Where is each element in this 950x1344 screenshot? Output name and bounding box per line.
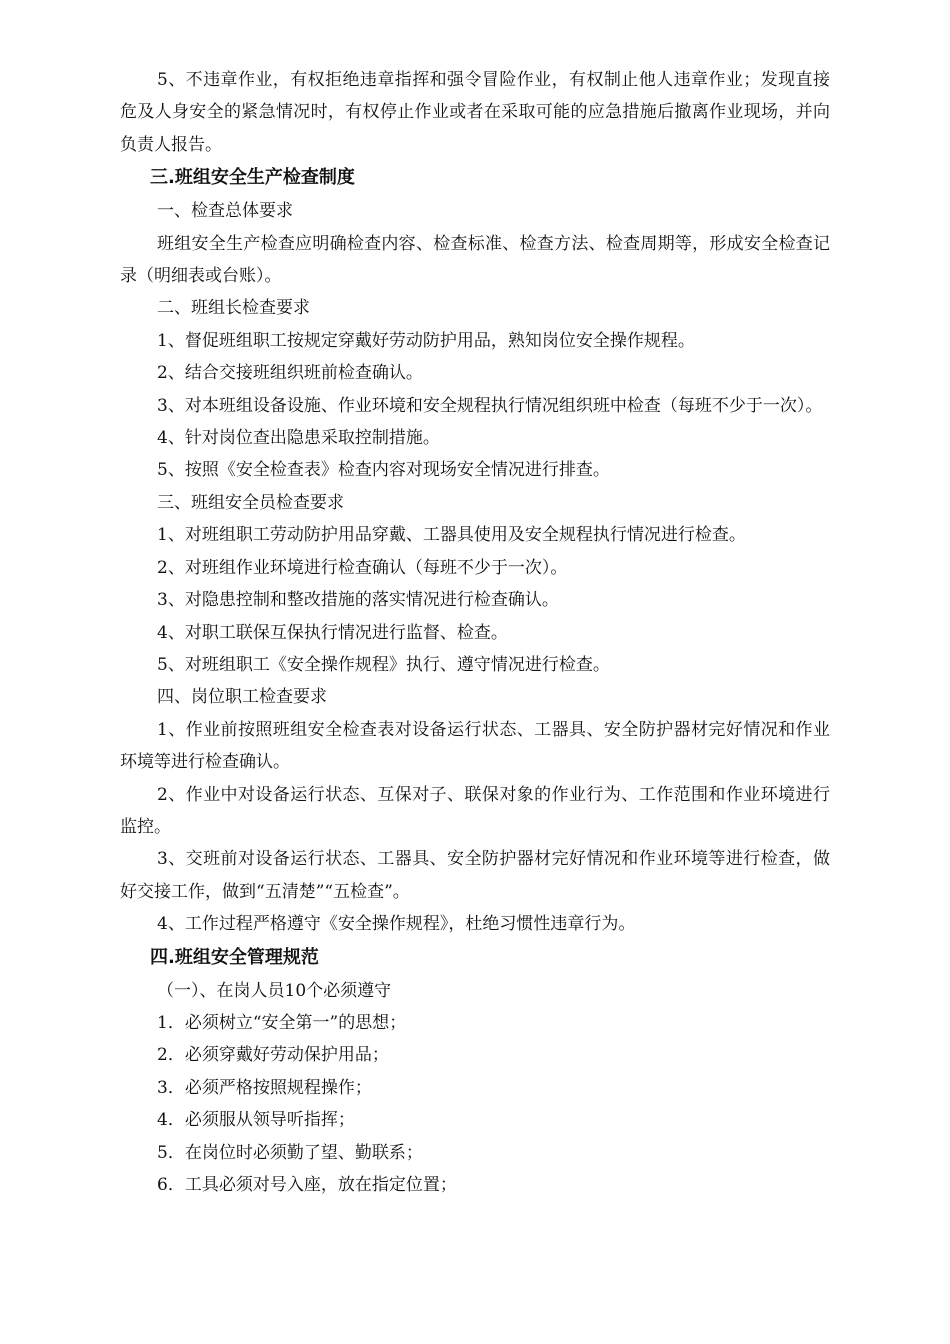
team-leader-item-4: 4、针对岗位查出隐患采取控制措施。 bbox=[157, 428, 440, 449]
subheading-post-staff: 四、岗位职工检查要求 bbox=[157, 687, 327, 708]
rule-item-5: 5．在岗位时必须勤了望、勤联系； bbox=[157, 1142, 423, 1163]
rule-item-2: 2．必须穿戴好劳动保护用品； bbox=[157, 1045, 389, 1066]
team-leader-item-3: 3、对本班组设备设施、作业环境和安全规程执行情况组织班中检查（每班不少于一次）。 bbox=[157, 395, 823, 416]
subheading-team-leader: 二、班组长检查要求 bbox=[157, 298, 310, 319]
team-leader-item-5: 5、按照《安全检查表》检查内容对现场安全情况进行排查。 bbox=[157, 460, 610, 481]
safety-officer-item-1: 1、对班组职工劳动防护用品穿戴、工器具使用及安全规程执行情况进行检查。 bbox=[157, 525, 746, 546]
safety-officer-item-4: 4、对职工联保互保执行情况进行监督、检查。 bbox=[157, 622, 508, 643]
safety-officer-item-3: 3、对隐患控制和整改措施的落实情况进行检查确认。 bbox=[157, 590, 559, 611]
post-staff-item-3: 3、交班前对设备运行状态、工器具、安全防护器材完好情况和作业环境等进行检查，做好交接工作，做到“五清楚”“五检查”。 bbox=[120, 849, 830, 902]
subheading-overall-requirements: 一、检查总体要求 bbox=[157, 201, 293, 222]
subheading-ten-musts: （一）、在岗人员10个必须遵守 bbox=[157, 980, 392, 1001]
rule-item-1: 1．必须树立“安全第一”的思想； bbox=[157, 1012, 407, 1033]
rule-item-6: 6．工具必须对号入座，放在指定位置； bbox=[157, 1175, 457, 1195]
post-staff-item-1: 1、作业前按照班组安全检查表对设备运行状态、工器具、安全防护器材完好情况和作业环境等进行检查确认。 bbox=[120, 719, 830, 773]
rule-item-3: 3．必须严格按照规程操作； bbox=[157, 1077, 372, 1098]
safety-officer-item-2: 2、对班组作业环境进行检查确认（每班不少于一次）。 bbox=[157, 557, 568, 578]
team-leader-item-1: 1、督促班组职工按规定穿戴好劳动防护用品，熟知岗位安全操作规程。 bbox=[157, 330, 695, 351]
safety-officer-item-5: 5、对班组职工《安全操作规程》执行、遵守情况进行检查。 bbox=[157, 654, 610, 675]
paragraph-item-5: 5、不违章作业，有权拒绝违章指挥和强令冒险作业，有权制止他人违章作业；发现直接危及人身安全的紧急情况时，有权停止作业或者在采取可能的应急措施后撤离作业现场，并向负责人报告。 bbox=[120, 70, 830, 155]
subheading-safety-officer: 三、班组安全员检查要求 bbox=[157, 492, 344, 513]
rule-item-4: 4．必须服从领导听指挥； bbox=[157, 1110, 355, 1131]
section-heading-3: 三.班组安全生产检查制度 bbox=[150, 167, 355, 189]
team-leader-item-2: 2、结合交接班组织班前检查确认。 bbox=[157, 363, 423, 384]
post-staff-item-4: 4、工作过程严格遵守《安全操作规程》，杜绝习惯性违章行为。 bbox=[157, 914, 636, 935]
paragraph-overall-requirements: 班组安全生产检查应明确检查内容、检查标准、检查方法、检查周期等，形成安全检查记录（明细表或台账）。 bbox=[120, 233, 830, 287]
section-heading-4: 四.班组安全管理规范 bbox=[150, 946, 319, 968]
post-staff-item-2: 2、作业中对设备运行状态、互保对子、联保对象的作业行为、工作范围和作业环境进行监控。 bbox=[120, 784, 830, 837]
